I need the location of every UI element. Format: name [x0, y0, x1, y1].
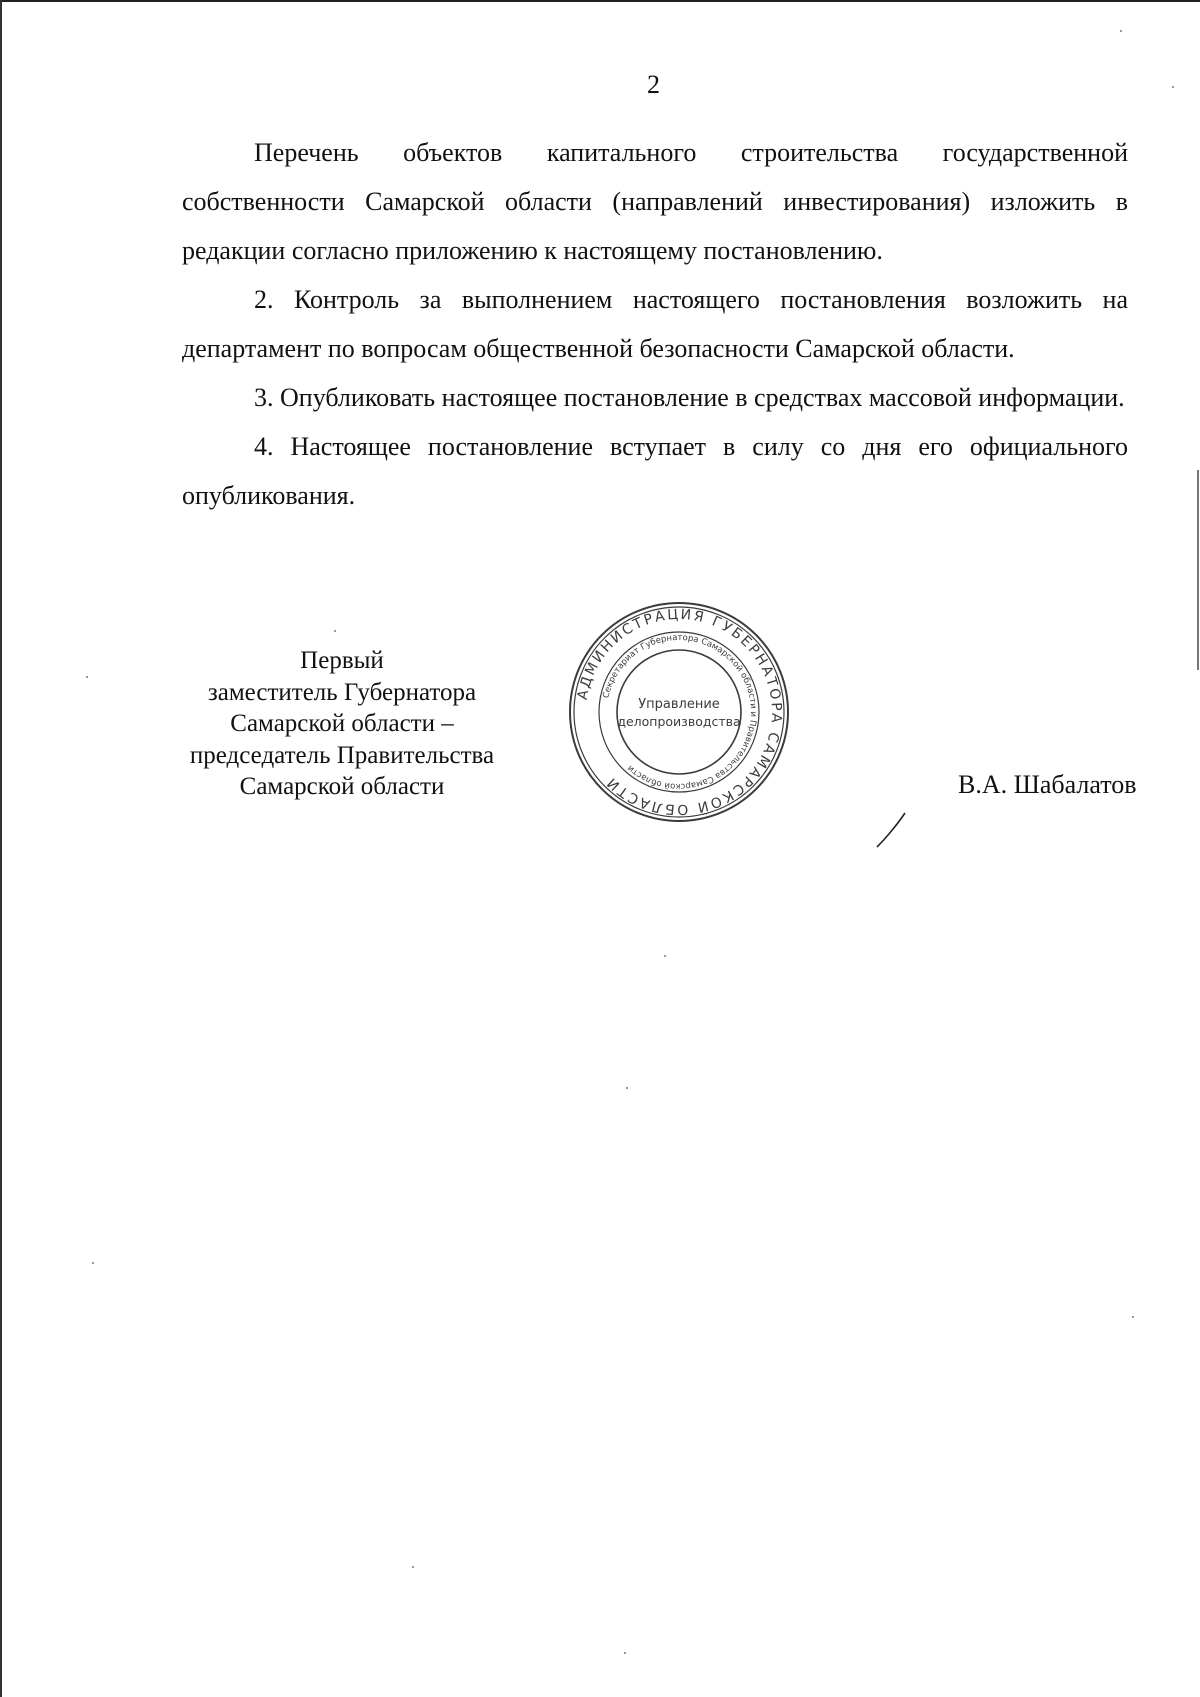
paragraph-3: 3. Опубликовать настоящее постановление в средствах массовой информации. — [254, 383, 1125, 412]
seal-center-line-2: делопроизводства — [617, 714, 741, 729]
signatory-title-line: Самарской области – — [230, 710, 454, 737]
scan-speck — [624, 1652, 626, 1654]
scan-speck — [412, 1566, 414, 1568]
seal-outer-text: АДМИНИСТРАЦИЯ ГУБЕРНАТОРА САМАРСКОЙ ОБЛАСТИ — [574, 606, 785, 818]
scan-edge-top — [0, 0, 1200, 2]
seal-inner-ring-text: Секретариат Губернатора Самарской области и Правительства Самарской области — [601, 632, 759, 792]
scan-speck — [92, 1262, 94, 1264]
signatory-title-line: заместитель Губернатора — [207, 678, 477, 706]
scan-speck — [1132, 1316, 1134, 1318]
seal-center-line-1: Управление — [638, 697, 720, 712]
handwritten-signature — [875, 795, 915, 855]
signatory-title-line: Первый — [300, 647, 384, 674]
document-body — [182, 128, 1128, 520]
scan-edge-right — [1197, 470, 1199, 670]
paragraph-2: 2. Контроль за выполнением настоящего постановления возложить на департамент по вопросам общественной безопасности Самарской области. — [182, 285, 1128, 363]
page-number: 2 — [647, 70, 660, 99]
scan-speck — [334, 630, 336, 632]
scan-speck — [1172, 86, 1174, 88]
scan-speck — [626, 1087, 628, 1089]
signer-name: В.А. Шабалатов — [958, 770, 1137, 799]
official-seal — [567, 600, 791, 824]
scan-speck — [1120, 30, 1122, 32]
paragraph-4: 4. Настоящее постановление вступает в силу со дня его официального опубликования. — [182, 432, 1128, 510]
signatory-title — [168, 645, 516, 803]
scan-speck — [86, 676, 88, 678]
scan-edge-left — [0, 0, 2, 1697]
signatory-title-line: председатель Правительства — [189, 741, 495, 769]
paragraph-1: Перечень объектов капитального строительства государственной собственности Самарской области (направлений инвестирования) изложить в редакции согласно приложению к настоящему постановлению. — [182, 138, 1128, 265]
scan-speck — [664, 955, 666, 957]
signatory-title-line: Самарской области — [239, 773, 445, 800]
